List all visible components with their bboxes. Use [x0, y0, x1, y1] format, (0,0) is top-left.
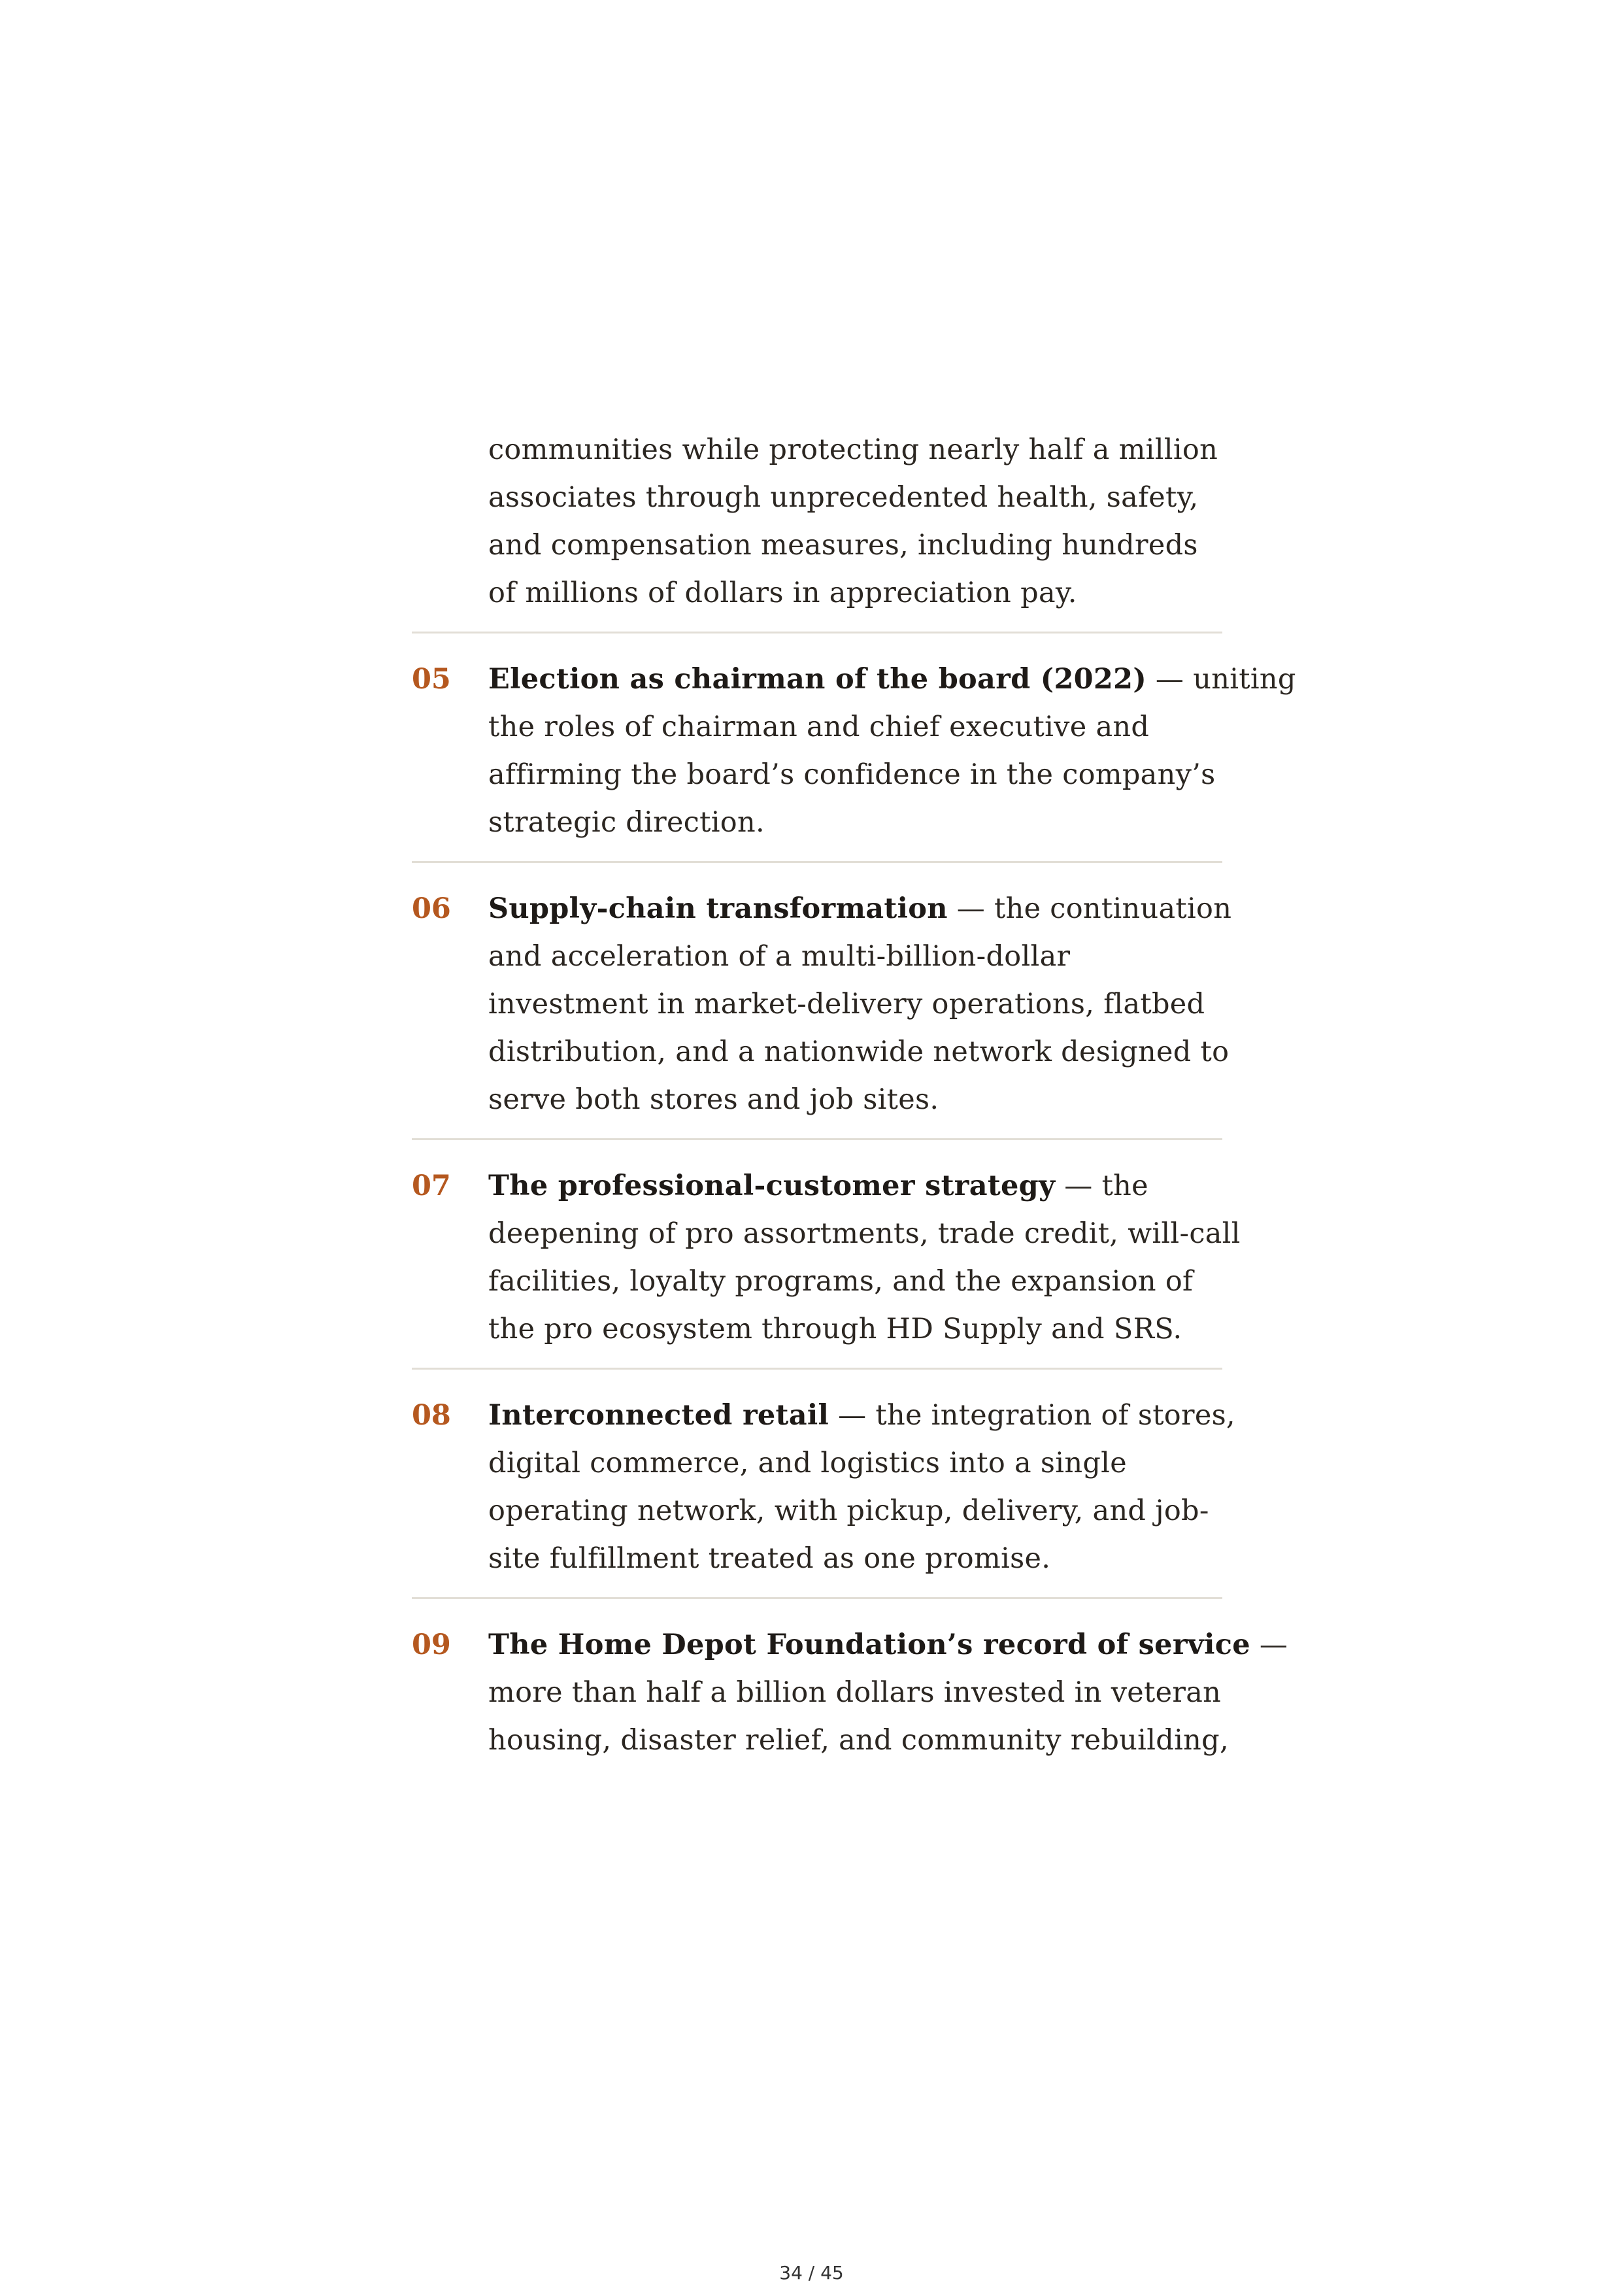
item-text: strategic direction.: [488, 806, 765, 839]
divider: [412, 1597, 1222, 1599]
paragraph-line: communities while protecting nearly half a million: [488, 433, 1218, 466]
item-text: — the continuation: [947, 892, 1232, 925]
list-item: [412, 656, 1296, 847]
continued-paragraph: [488, 426, 1222, 617]
item-heading: Interconnected retail: [488, 1399, 829, 1432]
item-number: 05: [412, 663, 451, 696]
item-text: operating network, with pickup, delivery, and job-: [488, 1494, 1209, 1527]
list-item: [412, 1621, 1288, 1764]
item-text: affirming the board’s confidence in the company’s: [488, 758, 1216, 791]
divider: [412, 632, 1222, 633]
item-heading: The professional-customer strategy: [488, 1170, 1056, 1202]
item-text: housing, disaster relief, and community rebuilding,: [488, 1724, 1229, 1757]
item-text: investment in market-delivery operations, flatbed: [488, 988, 1205, 1021]
page-indicator: 34 / 45: [779, 2262, 844, 2284]
item-text: serve both stores and job sites.: [488, 1083, 939, 1116]
divider: [412, 1138, 1222, 1140]
list-item: [412, 1162, 1241, 1353]
item-text: —: [1250, 1629, 1288, 1661]
item-number: 09: [412, 1629, 451, 1661]
item-heading: The Home Depot Foundation’s record of service: [488, 1629, 1250, 1661]
item-text: distribution, and a nationwide network designed to: [488, 1036, 1230, 1068]
item-number: 07: [412, 1170, 451, 1202]
paragraph-line: and compensation measures, including hundreds: [488, 529, 1198, 562]
item-text: and acceleration of a multi-billion-dollar: [488, 940, 1071, 973]
item-text: — the: [1055, 1170, 1148, 1202]
item-text: digital commerce, and logistics into a single: [488, 1447, 1127, 1479]
divider: [412, 861, 1222, 863]
paragraph-line: associates through unprecedented health, safety,: [488, 481, 1199, 514]
item-text: site fulfillment treated as one promise.: [488, 1542, 1051, 1575]
item-heading: Election as chairman of the board (2022): [488, 663, 1146, 696]
item-text: the pro ecosystem through HD Supply and SRS.: [488, 1313, 1182, 1345]
document-body: [412, 426, 1296, 1764]
paragraph-line: of millions of dollars in appreciation pay.: [488, 577, 1077, 609]
list-item: [412, 1392, 1235, 1583]
item-text: more than half a billion dollars invested in veteran: [488, 1676, 1222, 1709]
item-text: the roles of chairman and chief executive and: [488, 711, 1150, 743]
item-text: facilities, loyalty programs, and the expansion of: [488, 1265, 1194, 1298]
item-number: 06: [412, 892, 451, 925]
item-text: deepening of pro assortments, trade credit, will-call: [488, 1217, 1241, 1250]
list-item: [412, 885, 1232, 1124]
item-heading: Supply-chain transformation: [488, 892, 948, 925]
item-text: — uniting: [1146, 663, 1296, 696]
divider: [412, 1368, 1222, 1370]
item-number: 08: [412, 1399, 451, 1432]
item-text: — the integration of stores,: [829, 1399, 1235, 1432]
